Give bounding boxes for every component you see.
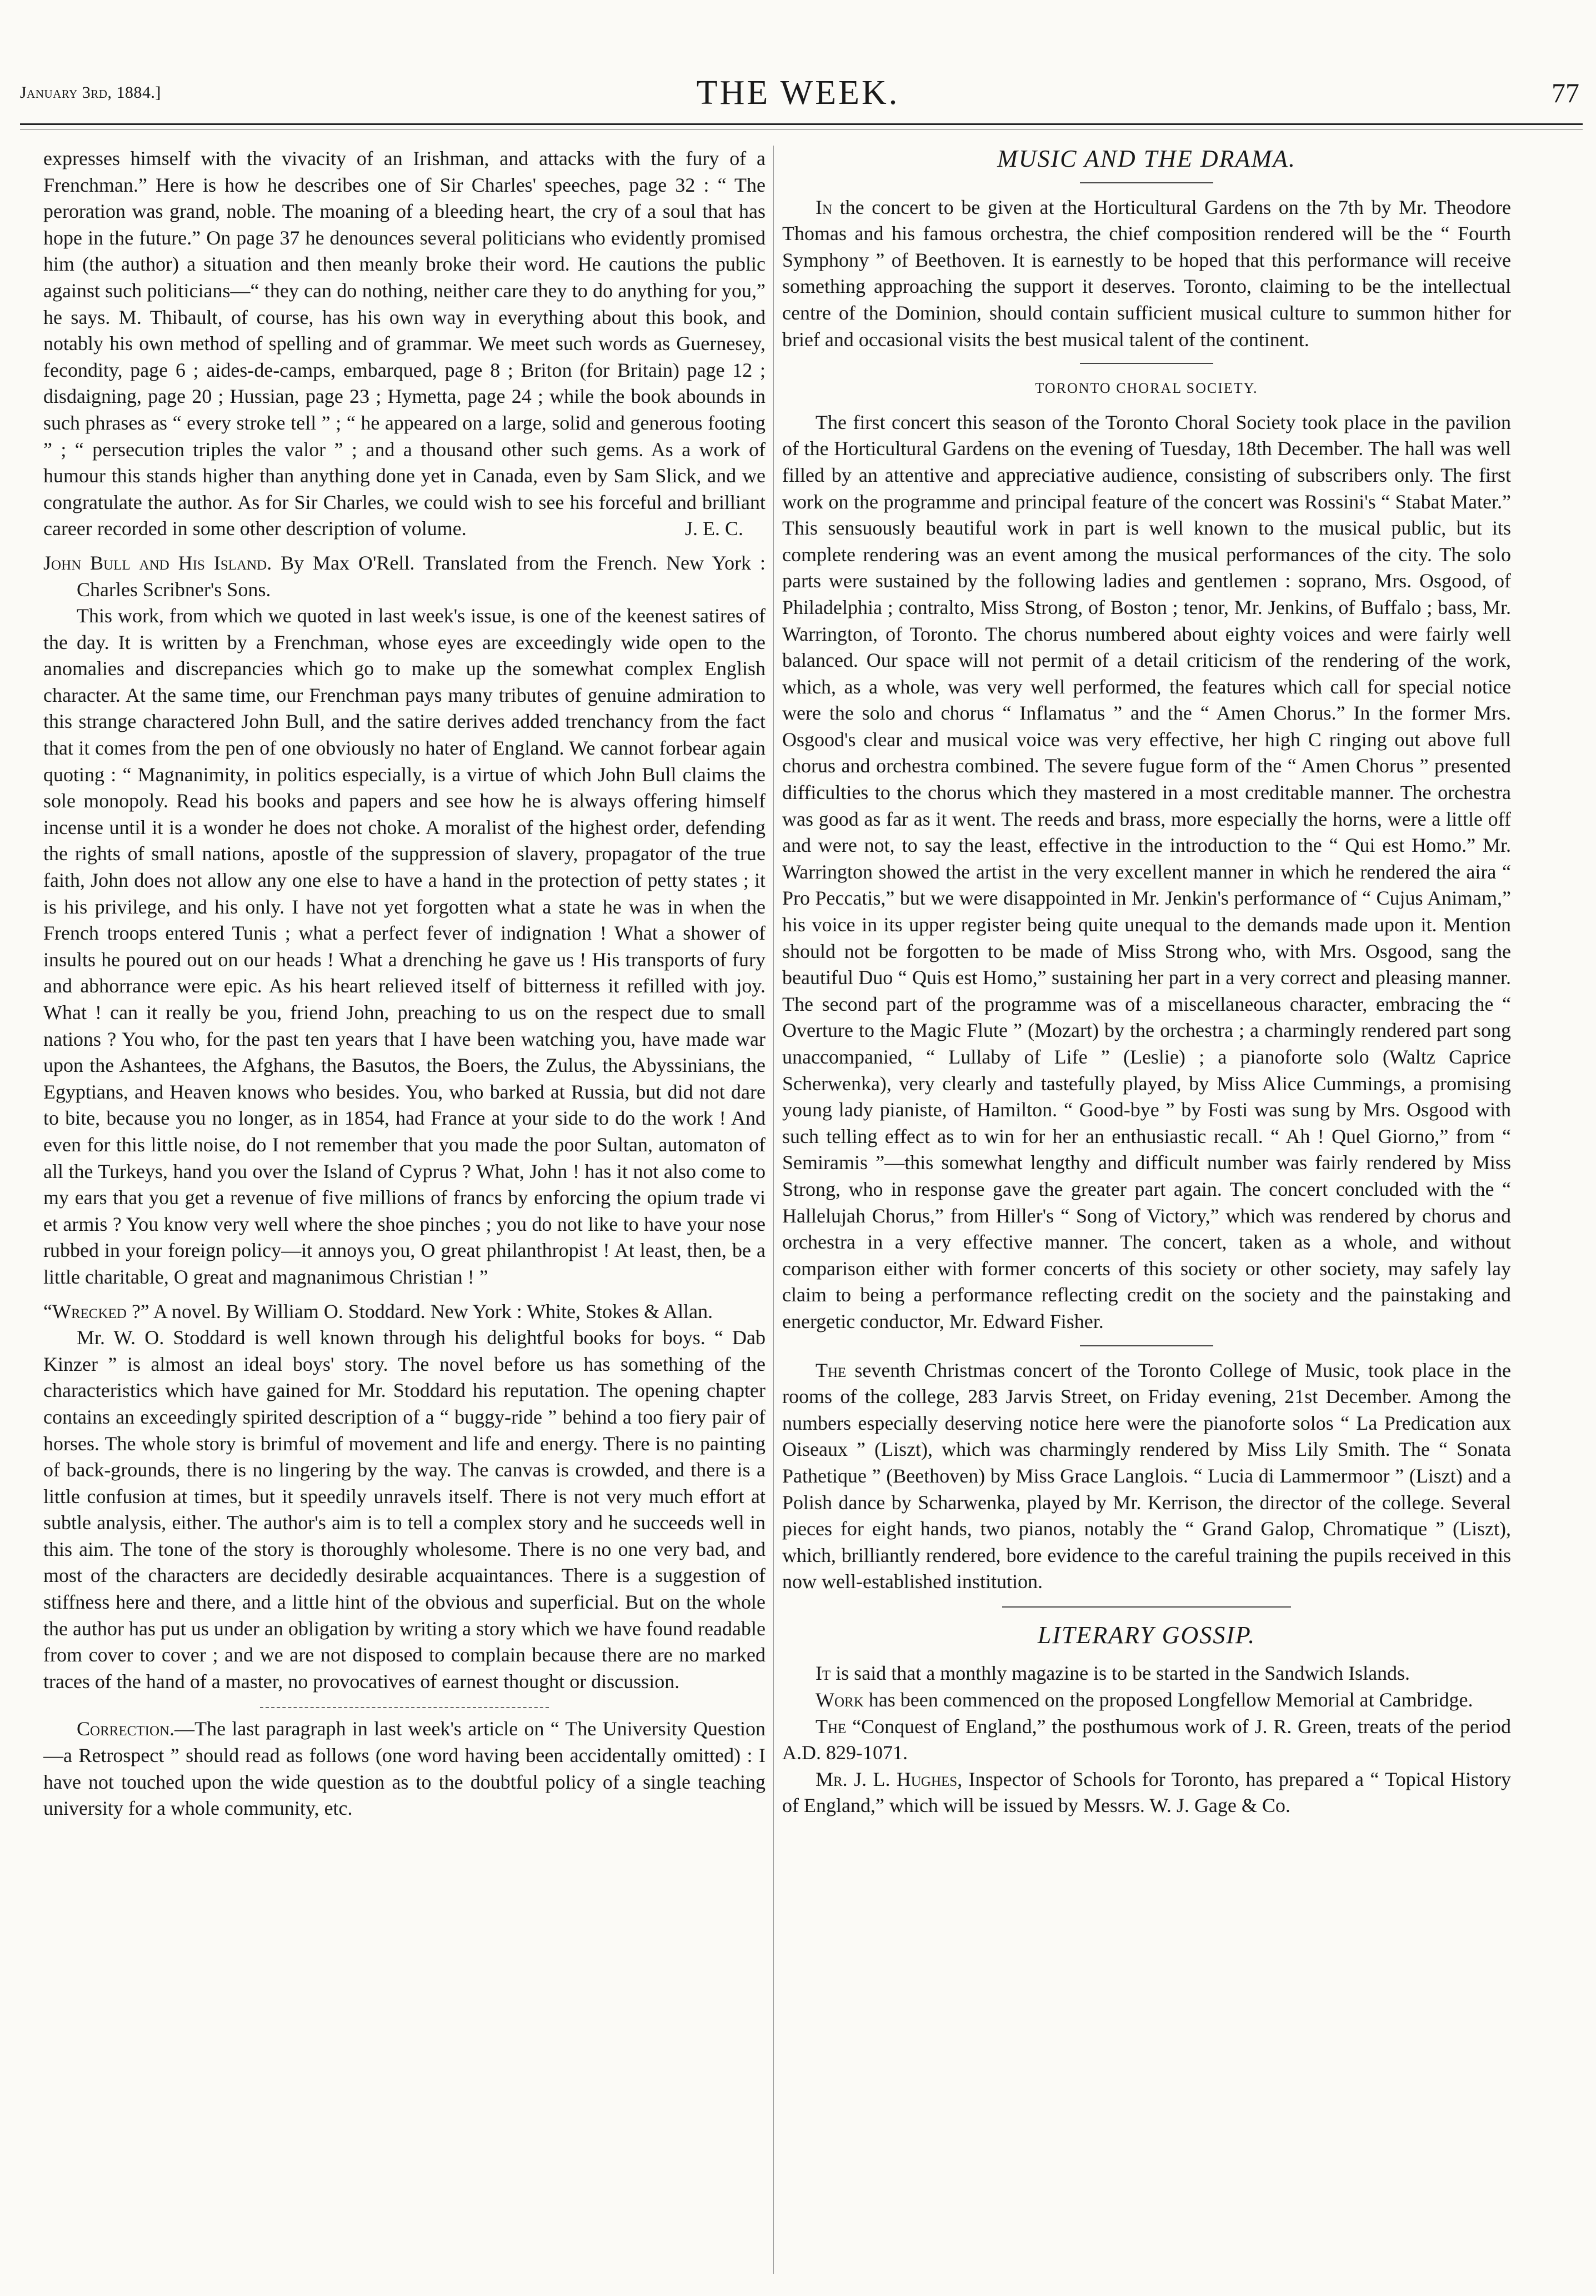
- choral-society-heading: TORONTO CHORAL SOCIETY.: [1035, 380, 1258, 397]
- gossip-item-sandwich-text: is said that a monthly magazine is to be started in the Sandwich Islands.: [830, 1662, 1410, 1685]
- gossip-gap: [782, 1651, 1511, 1660]
- correction-note: [43, 1716, 766, 1821]
- header-rule: [20, 123, 1583, 125]
- review-body-wrecked: Mr. W. O. Stoddard is well known through his delightful books for boys. “ Dab Kinzer ” is almost an ideal boys' story. The novel before us has something of the characteristics which have gained for Mr. Stoddard his reputation. The opening chapter contains an exceedingly spirited description of a “ buggy-ride ” behind a too fiery pair of horses. The whole story is brimful of movement and life and energy. There is no painting of back-grounds, there is no lingering by the way. The canvas is crowded, and there is a little confusion at times, but it speedily unravels itself. There is not very much effort at subtle analysis, either. The author's aim is to tell a complex story and he succeeds well in this aim. The tone of the story is thoroughly wholesome. There is no one very bad, and most of the characters are decidedly desirable acquaintances. There is a suggestion of stiffness here and there, and a little hint of the obvious and superficial. But on the whole the author has put us under an obligation by writing a story which we have found readable from cover to cover ; and we are not disposed to complain because there are no marked traces of the hand of a master, no provocatives of earnest thought or discussion.: [43, 1326, 766, 1693]
- review-heading-wrecked: [43, 1299, 766, 1325]
- page-number: 77: [1552, 77, 1579, 108]
- review-signature: J. E. C.: [684, 517, 743, 540]
- music-title-rule: [1080, 182, 1213, 183]
- college-concert-report: [782, 1357, 1511, 1595]
- correction-text: —The last paragraph in last week's article on “ The University Question—a Retrospect ” should read as follows (one word having been accidentally omitted) : I have not touched upon the wide question as to the doubtful policy of a single teaching university for a whole community, etc.: [43, 1718, 766, 1820]
- review-heading-john-bull: [43, 550, 766, 603]
- gossip-rule: [1002, 1606, 1291, 1608]
- gossip-item-longfellow: [782, 1687, 1511, 1714]
- review-body-john-bull: This work, from which we quoted in last week's issue, is one of the keenest satires of the day. It is written by a Frenchman, whose eyes are exceedingly wide open to the anomalies and discrepancies which go to make up the somewhat complex English character. At the same time, our Frenchman pays many tributes of genuine admiration to this strange charactered John Bull, and the satire derives added trenchancy from the fact that it comes from the pen of one obviously no hater of England. We cannot forbear again quoting : “ Magnanimity, in politics especially, is a virtue of which John Bull claims the sole monopoly. Read his books and papers and see how he is always offering himself incense until it is a wonder he does not choke. A moralist of the highest order, defending the rights of small nations, apostle of the suppression of slavery, propagator of the true faith, John does not allow any one else to have a hand in the protection of petty states ; it is his privilege, and his only. I have not yet forgotten what a state he was in when the French troops entered Tunis ; what a perfect fever of indignation ! What a shower of insults he poured out on our heads ! What a drenching he gave us ! His transports of fury and abhorrance were epic. As his heart relieved itself of bitterness it refilled with joy. What ! can it really be you, friend John, preaching to us on the respect due to small nations ? You who, for the past ten years that I have been watching you, have made war upon the Ashantees, the Afghans, the Basutos, the Boers, the Zulus, the Abyssinians, the Egyptians, and Heaven knows who besides. You, who barked at Russia, but did not dare to bite, because you no longer, as in 1854, had France at your side to do the work ! And even for this little noise, do I not remember that you made the poor Sultan, automaton of all the Turkeys, hand you over the Island of Cyprus ? What, John ! has it not also come to my ears that you get a revenue of five millions of francs by enforcing the opium trade vi et armis ? You know very well where the shoe pinches ; you do not like to have your nose rubbed in your foreign policy—it annoys you, O great philanthropist ! At least, then, be a little charitable, O great and magnanimous Christian ! ”: [43, 605, 766, 1288]
- review-publisher-john-bull: By Max O'Rell. Translated from the French. New York : Charles Scribner's Sons.: [77, 551, 766, 601]
- gossip-item-sandwich: [782, 1660, 1511, 1687]
- left-column: [43, 146, 766, 2274]
- review-continuation: [43, 146, 766, 542]
- gossip-item-green: [782, 1714, 1511, 1766]
- right-column: [782, 146, 1511, 2274]
- publication-title: THE WEEK.: [696, 74, 900, 112]
- gossip-item-hughes-text: Inspector of Schools for Toronto, has prepared a “ Topical History of England,” which will be issued by Messrs. W. J. Gage & Co.: [782, 1768, 1511, 1817]
- gossip-item-longfellow-text: has been commenced on the proposed Longfellow Memorial at Cambridge.: [863, 1689, 1473, 1711]
- literary-gossip-title: LITERARY GOSSIP.: [1037, 1621, 1256, 1649]
- music-intro-dropword: In: [815, 196, 833, 218]
- gossip-item-green-dropword: The: [815, 1715, 847, 1738]
- music-section-title: MUSIC AND THE DRAMA.: [997, 146, 1296, 172]
- review-publisher-wrecked: A novel. By William O. Stoddard. New York : White, Stokes & Allan.: [149, 1300, 713, 1322]
- choral-rule: [1080, 363, 1213, 364]
- choral-society-report: The first concert this season of the Toronto Choral Society took place in the pavilion of the Horticultural Gardens on the evening of Tuesday, 18th December. The hall was well filled by an attentive and appreciative audience, consisting of subscribers only. The first work on the programme and principal feature of the concert was Rossini's “ Stabat Mater.” This sensuously beautiful work in part is well known to the musical public, but its complete rendering was an event among the musical performances of the city. The solo parts were sustained by the following ladies and gentlemen : soprano, Mrs. Osgood, of Philadelphia ; contralto, Miss Strong, of Boston ; tenor, Mr. Jenkins, of Buffalo ; bass, Mr. Warrington, of Toronto. The chorus numbered about eighty voices and were fairly well balanced. Our space will not permit of a detail criticism of the rendering of the work, which, as a whole, was very well performed, the features which call for special notice were the solo and chorus “ Inflamatus ” and the “ Amen Chorus.” In the former Mrs. Osgood's clear and musical voice was very effective, her high C ringing out above full chorus and orchestra combined. The severe fugue form of the “ Amen Chorus ” presented difficulties to the chorus which they mastered in a most creditable manner. The orchestra was good as far as it went. The reeds and brass, more especially the horns, were a little off and were not, to say the least, effective in the introduction to the “ Qui est Homo.” Mr. Warrington showed the artist in the very excellent manner in which he rendered the aira “ Pro Peccatis,” but we were disappointed in Mr. Jenkin's performance of “ Cujus Animam,” his voice in its upper register being quite unequal to the demands made upon it. Mention should not be forgotten to be made of Miss Strong who, with Mrs. Osgood, sang the beautiful Duo “ Quis est Homo,” sustaining her part in a very correct and pleasing manner. The second part of the programme was of a miscellaneous character, embracing the “ Overture to the Magic Flute ” (Mozart) by the orchestra ; a charmingly rendered part song unaccompanied, “ Lullaby of Life ” (Leslie) ; a pianoforte solo (Waltz Caprice Scherwenka), very clearly and tastefully played, by Miss Alice Cummings, a promising young lady pianiste, of Hamilton. “ Good-bye ” by Fosti was sung by Mrs. Osgood with such telling effect as to win for her an enthusiastic recall. “ Ah ! Quel Giorno,” from “ Semiramis ”—this somewhat lengthy and difficult number was fairly rendered by Miss Strong, who in response gave the greater part again. The concert concluded with the “ Hallelujah Chorus,” from Hiller's “ Song of Victory,” which was rendered by chorus and orchestra in a very effective manner. The concert, taken as a whole, and without comparison either with former concerts of this society or other society, may safely lay claim to being a performance reflecting credit on the society and the painstaking and energetic conductor, Mr. Edward Fisher.: [782, 411, 1511, 1332]
- column-divider: [773, 146, 774, 2274]
- gossip-item-longfellow-dropword: Work: [815, 1689, 864, 1711]
- correction-label: Correction.: [77, 1718, 175, 1740]
- college-dropword: The: [815, 1359, 847, 1381]
- correction-separator: [260, 1707, 549, 1708]
- gossip-item-green-text: “Conquest of England,” the posthumous work of J. R. Green, treats of the period A.D. 829-1071.: [782, 1715, 1511, 1764]
- college-rule: [1080, 1345, 1213, 1346]
- college-text: seventh Christmas concert of the Toronto College of Music, took place in the rooms of the college, 283 Jarvis Street, on Friday evening, 21st December. Among the numbers especially deserving notice here were the pianoforte solos “ La Predication aux Oiseaux ” (Liszt), which was charmingly rendered by Miss Lily Smith. The “ Sonata Pathetique ” (Beethoven) by Miss Grace Langlois. “ Lucia di Lammermoor ” (Liszt) and a Polish dance by Scharwenka, played by Mr. Kerrison, the director of the college. Several pieces for eight hands, two pianos, notably the “ Grand Galop, Chromatique ” (Liszt), which, brilliantly rendered, bore evidence to the careful training the pupils received in this now well-established institution.: [782, 1359, 1511, 1593]
- music-intro-text: the concert to be given at the Horticultural Gardens on the 7th by Mr. Theodore Thomas and his famous orchestra, the chief composition rendered will be the “ Fourth Symphony ” of Beethoven. It is earnestly to be hoped that this performance will receive something approaching the support it deserves. Toronto, claiming to be the intellectual centre of the Dominion, should contain sufficient musical culture to summon hither for brief and occasional visits the best musical talent of the continent.: [782, 196, 1511, 351]
- gossip-item-hughes-dropword: Mr. J. L. Hughes,: [815, 1768, 963, 1790]
- issue-date: January 3rd, 1884.]: [20, 83, 162, 102]
- review-continuation-text: expresses himself with the vivacity of an Irishman, and attacks with the fury of a Frenchman.” Here is how he describes one of Sir Charles' speeches, page 32 : “ The peroration was grand, noble. The moaning of a bleeding heart, the cry of a soul that has hope in the future.” On page 37 he denounces several politicians who evidently promised him (the author) a situation and then meanly broke their word. He cautions the public against such politicians—“ they can do nothing, neither care they to do anything for you,” he says. M. Thibault, of course, has his own way in everything about this book, and notably his own method of spelling and of grammar. We meet such words as Guernesey, fecondity, page 6 ; aides-de-camps, embarqued, page 8 ; Briton (for Britain) page 12 ; disdaigning, page 20 ; Hussian, page 23 ; Hymetta, page 24 ; while the book abounds in such phrases as “ every stroke tell ” ; “ he appeared on a large, solid and generous footing ” ; “ persecution triples the valor ” ; and a thousand other such gems. As a work of humour this stands higher than anything done yet in Canada, even by Sam Slick, and we congratulate the author. As for Sir Charles, we could wish to see his forceful and brilliant career recorded in some other description of volume.: [43, 147, 766, 540]
- review-title-wrecked: “Wrecked ?”: [43, 1300, 149, 1322]
- music-intro: [782, 194, 1511, 353]
- gossip-item-sandwich-dropword: It: [815, 1662, 831, 1685]
- gossip-item-hughes: [782, 1766, 1511, 1819]
- page-header: [0, 0, 1596, 128]
- review-title-john-bull: John Bull and His Island.: [43, 551, 272, 574]
